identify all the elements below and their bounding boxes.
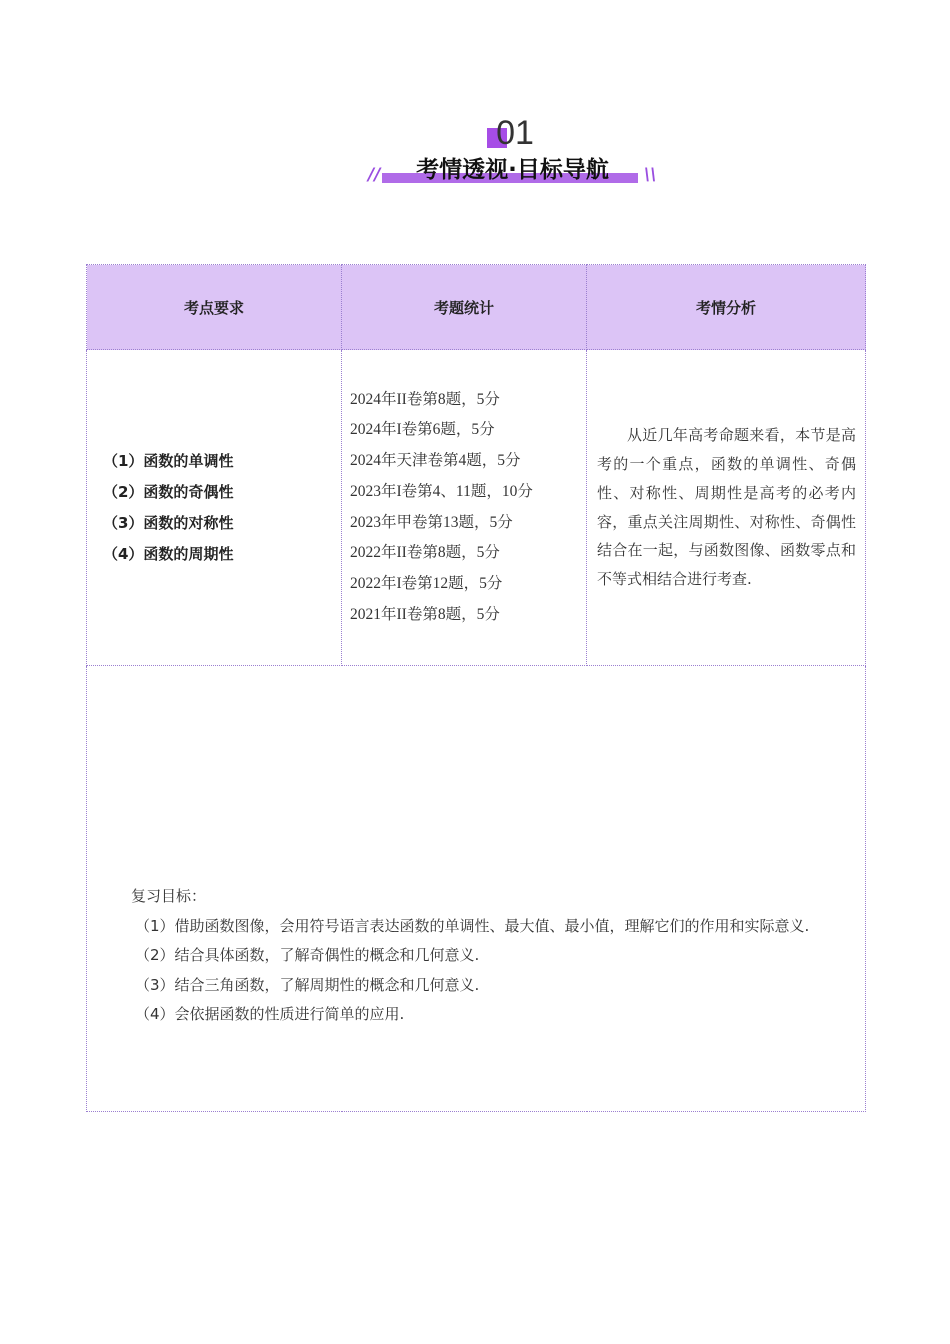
section-number: 01	[496, 114, 534, 152]
list-item: （1）借助函数图像，会用符号语言表达函数的单调性、最大值、最小值，理解它们的作用和实际意义.	[135, 916, 810, 935]
exam-stats-cell	[342, 350, 587, 666]
review-goals-row	[87, 666, 866, 1112]
list-item: （4）函数的周期性	[103, 544, 234, 563]
list-item: （2）函数的奇偶性	[103, 482, 234, 501]
list-item: 2024年I卷第6题，5分	[350, 421, 495, 439]
slash-decoration-right: \\	[644, 165, 657, 185]
list-item: 2024年天津卷第4题，5分	[350, 452, 521, 470]
list-item: （3）函数的对称性	[103, 513, 234, 532]
section-header	[0, 105, 950, 205]
exam-points-cell	[87, 350, 342, 666]
list-item: 2024年II卷第8题，5分	[350, 390, 500, 408]
table-content-row	[87, 350, 866, 666]
column-header-analysis: 考情分析	[587, 265, 866, 350]
section-title: 考情透视·目标导航	[416, 157, 609, 183]
column-header-exam-points: 考点要求	[87, 265, 342, 350]
table-header-row	[87, 265, 866, 350]
analysis-cell	[587, 350, 866, 666]
list-item: 2021年II卷第8题，5分	[350, 605, 500, 623]
slash-decoration-left: //	[368, 165, 381, 185]
list-item: 2023年甲卷第13题，5分	[350, 513, 513, 531]
list-item: 2022年I卷第12题，5分	[350, 574, 503, 592]
list-item: 2022年II卷第8题，5分	[350, 544, 500, 562]
list-item: （4）会依据函数的性质进行简单的应用.	[135, 1005, 405, 1024]
list-item: 2023年I卷第4、11题，10分	[350, 482, 533, 500]
exam-overview-table	[86, 264, 866, 1112]
review-goals-title: 复习目标：	[131, 887, 207, 906]
review-goals-cell	[87, 666, 866, 1112]
column-header-exam-stats: 考题统计	[342, 265, 587, 350]
list-item: （1）函数的单调性	[103, 451, 234, 470]
list-item: （2）结合具体函数，了解奇偶性的概念和几何意义.	[135, 946, 480, 965]
analysis-text: 从近几年高考命题来看，本节是高考的一个重点，函数的单调性、奇偶性、对称性、周期性是高考的必考内容，重点关注周期性、对称性、奇偶性结合在一起，与函数图像、函数零点和不等式相结合进行考查.	[597, 426, 856, 589]
list-item: （3）结合三角函数，了解周期性的概念和几何意义.	[135, 975, 480, 994]
